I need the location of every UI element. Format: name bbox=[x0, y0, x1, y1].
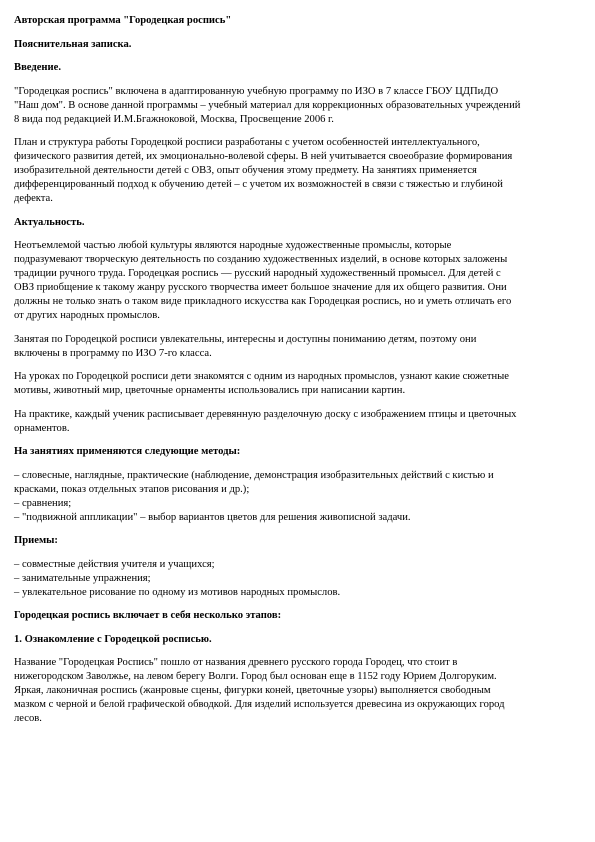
text-line: Неотъемлемой частью любой культуры являются народные художественные промыслы, которые bbox=[14, 240, 452, 251]
text-line: включены в программу по ИЗО 7-го класса. bbox=[14, 347, 212, 359]
note-heading: Пояснительная записка. bbox=[14, 38, 132, 50]
list-item: – словесные, наглядные, практические (наблюдение, демонстрация изобразительных действий с кистью и bbox=[14, 469, 494, 481]
text-line: орнаментов. bbox=[14, 422, 70, 434]
techniques-heading: Приемы: bbox=[14, 535, 58, 546]
text-line: физического развития детей, их эмоционально-волевой сферы. В ней учитывается своеобразие формирования bbox=[14, 151, 513, 162]
text-line: нижегородском Заволжье, на левом берегу Волги. Город был основан еще в 1152 году Юрием Долгоруким. bbox=[14, 671, 497, 682]
text-line: "Наш дом". В основе данной программы – учебный материал для коррекционных образовательных учреждений bbox=[14, 99, 521, 111]
text-line: На уроках по Городецкой росписи дети знакомятся с одним из народных промыслов, узнают какие сюжетные bbox=[14, 371, 509, 382]
text-line: традиции ручного труда. Городецкая роспись — русский народный художественный промысел. Для детей с bbox=[14, 268, 501, 279]
document-title: Авторская программа "Городецкая роспись" bbox=[14, 15, 232, 26]
stage-1-heading: 1. Ознакомление с Городецкой росписью. bbox=[14, 633, 212, 645]
text-line: Яркая, лаконичная роспись (жанровые сцены, фигурки коней, цветочные узоры) выполняется свободным bbox=[14, 685, 491, 696]
list-item: – сравнения; bbox=[14, 497, 72, 509]
list-item: красками, показ отдельных этапов рисования и др.); bbox=[14, 483, 250, 495]
stages-heading: Городецкая роспись включает в себя несколько этапов: bbox=[14, 610, 282, 621]
stage-1-paragraph bbox=[14, 656, 565, 726]
intro-heading: Введение. bbox=[14, 62, 61, 73]
intro-paragraph-2 bbox=[14, 136, 565, 206]
text-line: подразумевают творческую деятельность по созданию художественных изделий, в основе которых заложены bbox=[14, 254, 508, 265]
text-line: План и структура работы Городецкой росписи разработаны с учетом особенностей интеллектуального, bbox=[14, 137, 480, 148]
methods-heading: На занятиях применяются следующие методы: bbox=[14, 446, 241, 457]
techniques-list bbox=[14, 558, 565, 600]
text-line: дефекта. bbox=[14, 193, 53, 204]
text-line: ОВЗ приобщение к такому жанру русского творчества имеет большое значение для их общего развития. Они bbox=[14, 282, 507, 293]
text-line: мотивы, животный мир, цветочные орнаменты использовались при написании картин. bbox=[14, 385, 406, 396]
relevance-heading: Актуальность. bbox=[14, 216, 85, 228]
text-line: от других народных промыслов. bbox=[14, 310, 160, 321]
text-line: 8 вида под редакцией И.М.Бгажноковой, Москва, Просвещение 2006 г. bbox=[14, 113, 334, 125]
relevance-paragraph-4 bbox=[14, 408, 565, 436]
list-item: – "подвижной аппликации" – выбор вариантов цветов для решения живописной задачи. bbox=[14, 511, 411, 523]
methods-list bbox=[14, 469, 565, 525]
text-line: дифференцированный подход к обучению детей – с учетом их возможностей в связи с тяжестью и глубиной bbox=[14, 179, 503, 190]
text-line: изобразительной деятельности детей с ОВЗ, опыт обучения этому предмету. На занятиях применяется bbox=[14, 165, 477, 176]
list-item: – совместные действия учителя и учащихся; bbox=[14, 558, 215, 570]
text-line: Название "Городецкая Роспись" пошло от названия древнего русского города Городец, что стоит в bbox=[14, 657, 458, 668]
intro-paragraph-1 bbox=[14, 85, 565, 127]
text-line: Занятая по Городецкой росписи увлекательны, интересны и доступны пониманию детям, поэтому они bbox=[14, 333, 477, 345]
text-line: "Городецкая роспись" включена в адаптированную учебную программу по ИЗО в 7 классе ГБОУ ЦДПиДО bbox=[14, 85, 499, 97]
relevance-paragraph-3 bbox=[14, 370, 565, 398]
text-line: мазком с черной и белой графической обводкой. Для изделий используется древесина из окружающих город bbox=[14, 699, 505, 710]
text-line: На практике, каждый ученик расписывает деревянную разделочную доску с изображением птицы и цветочных bbox=[14, 408, 517, 420]
list-item: – увлекательное рисование по одному из мотивов народных промыслов. bbox=[14, 586, 341, 598]
text-line: должны не только знать о таком виде прикладного искусства как Городецкая роспись, но и уметь отличать его bbox=[14, 296, 512, 307]
list-item: – занимательные упражнения; bbox=[14, 572, 151, 584]
text-line: лесов. bbox=[14, 713, 42, 724]
relevance-paragraph-1 bbox=[14, 239, 565, 323]
relevance-paragraph-2 bbox=[14, 333, 565, 361]
